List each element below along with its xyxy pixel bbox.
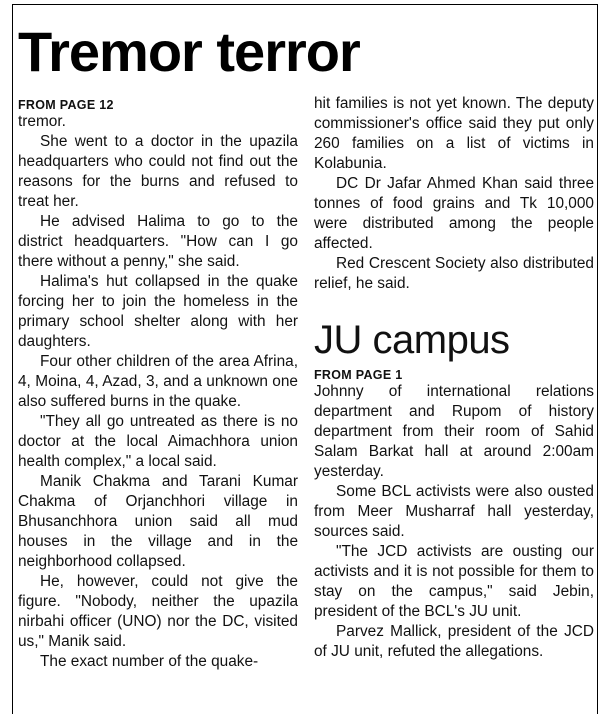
top-border-rule [12, 4, 598, 5]
article-paragraph: hit families is not yet known. The deputy commissioner's office said they put only 260 families on a list of victims in Kolabunia. [314, 95, 594, 172]
right-border-rule [597, 4, 598, 714]
article-paragraph: Parvez Mallick, president of the JCD of JU unit, refuted the allegations. [314, 623, 594, 660]
page-headline: Tremor terror [18, 20, 360, 83]
article-paragraph: He, however, could not give the figure. "Nobody, neither the upazila nirbahi officer (UNO) nor the DC, visited us," Manik said. [18, 573, 298, 650]
article-paragraph: "The JCD activists are ousting our activists and it is not possible for them to stay on the campus," said Jebin, president of the BCL's JU unit. [314, 543, 594, 620]
article-paragraph: The exact number of the quake- [40, 653, 259, 670]
article-paragraph: Halima's hut collapsed in the quake forcing her to join the homeless in the primary school shelter along with her daughters. [18, 273, 298, 350]
article-paragraph: Four other children of the area Afrina, 4, Moina, 4, Azad, 3, and a unknown one also suffered burns in the quake. [18, 353, 298, 410]
article-paragraph: He advised Halima to go to the district headquarters. "How can I go there without a penny," she said. [18, 213, 298, 270]
article-paragraph: tremor. [18, 113, 66, 130]
article-paragraph: She went to a doctor in the upazila headquarters who could not find out the reasons for the burns and refused to treat her. [18, 133, 298, 210]
article-paragraph: Red Crescent Society also distributed relief, he said. [314, 255, 594, 292]
right-column [314, 94, 594, 662]
article-paragraph: Some BCL activists were also ousted from Meer Musharraf hall yesterday, sources said. [314, 483, 594, 540]
second-story-headline: JU campus [314, 318, 510, 362]
article-paragraph: "They all go untreated as there is no doctor at the local Aimachhora union health complex," a local said. [18, 413, 298, 470]
article-paragraph: Manik Chakma and Tarani Kumar Chakma of Orjanchhori village in Bhusanchhora union said all mud houses in the village and in the neighborhood collapsed. [18, 473, 298, 570]
continuation-kicker: FROM PAGE 1 [314, 368, 403, 382]
continuation-kicker: FROM PAGE 12 [18, 98, 114, 112]
article-paragraph: DC Dr Jafar Ahmed Khan said three tonnes of food grains and Tk 10,000 were distributed among the people affected. [314, 175, 594, 252]
article-paragraph: Johnny of international relations department and Rupom of history department from their room of Sahid Salam Barkat hall at around 2:00am yesterday. [314, 383, 594, 480]
left-border-rule [12, 4, 13, 714]
left-column [18, 94, 298, 672]
